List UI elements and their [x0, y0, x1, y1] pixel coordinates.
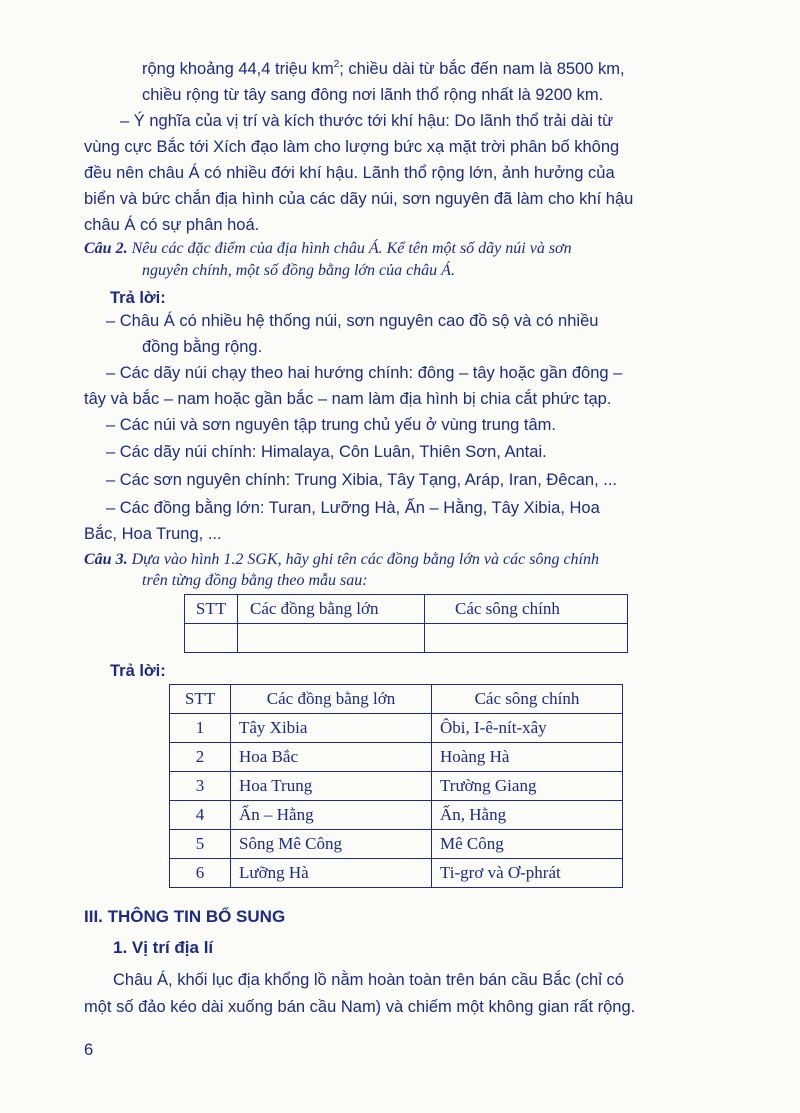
- answer-cell-river: Ôbi, I-ê-nít-xây: [432, 714, 623, 743]
- answer-table-body: [170, 714, 623, 888]
- answer-2-bullet-1-line-1: – Châu Á có nhiều hệ thống núi, sơn nguyên cao đồ sộ và có nhiều: [106, 312, 599, 330]
- question-2-line-1: Câu 2. Nêu các đặc điểm của địa hình châu Á. Kể tên một số dãy núi và sơn: [84, 240, 572, 257]
- answer-2-bullet-2-line-2: tây và bắc – nam hoặc gần bắc – nam làm địa hình bị chia cắt phức tạp.: [84, 390, 612, 408]
- answer-header-plains: Các đồng bằng lớn: [231, 685, 432, 714]
- answer-cell-river: Ti-grơ và Ơ-phrát: [432, 859, 623, 888]
- answer-2-bullet-5: – Các sơn nguyên chính: Trung Xibia, Tây Tạng, Aráp, Iran, Đêcan, ...: [106, 471, 618, 489]
- climate-line-3: đều nên châu Á có nhiều đới khí hậu. Lãnh thổ rộng lớn, ảnh hưởng của: [84, 164, 615, 182]
- answer-2-bullet-6-line-1: – Các đồng bằng lớn: Turan, Lưỡng Hà, Ấn – Hằng, Tây Xibia, Hoa: [106, 499, 600, 517]
- answer-2-bullet-4: – Các dãy núi chính: Himalaya, Côn Luân, Thiên Sơn, Antai.: [106, 443, 547, 461]
- answer-cell-river: Ấn, Hằng: [432, 801, 623, 830]
- page-number: 6: [84, 1041, 94, 1059]
- intro-line-1: rộng khoảng 44,4 triệu $km^2$; chiều dài từ bắc đến nam là 8500 km,: [142, 59, 625, 78]
- answer-2-bullet-1-line-2: đồng bằng rộng.: [142, 338, 263, 356]
- answer-cell-stt: 2: [170, 743, 231, 772]
- answer-cell-plain: Lưỡng Hà: [231, 859, 432, 888]
- answer-cell-river: Mê Công: [432, 830, 623, 859]
- climate-line-4: biển và bức chắn địa hình của các dãy núi, sơn nguyên đã làm cho khí hậu: [84, 190, 634, 208]
- answer-cell-stt: 3: [170, 772, 231, 801]
- question-3-line-2: trên từng đồng bằng theo mẫu sau:: [142, 572, 368, 589]
- answer-cell-stt: 4: [170, 801, 231, 830]
- answer-table-row: [170, 801, 623, 830]
- intro-line-2: chiều rộng từ tây sang đông nơi lãnh thổ rộng nhất là 9200 km.: [142, 86, 604, 104]
- answer-cell-plain: Sông Mê Công: [231, 830, 432, 859]
- answer-table-row: [170, 714, 623, 743]
- question-2-label: Câu 2.: [84, 240, 128, 257]
- template-header-rivers: Các sông chính: [425, 595, 628, 624]
- answer-label-2: Trả lời:: [110, 289, 166, 307]
- answer-cell-plain: Hoa Bắc: [231, 743, 432, 772]
- answer-cell-river: Trường Giang: [432, 772, 623, 801]
- template-header-plains: Các đồng bằng lớn: [238, 595, 425, 624]
- answer-cell-stt: 5: [170, 830, 231, 859]
- template-empty-cell: [238, 624, 425, 653]
- question-3-label: Câu 3.: [84, 551, 128, 568]
- answer-2-bullet-2-line-1: – Các dãy núi chạy theo hai hướng chính: đông – tây hoặc gần đông –: [106, 364, 623, 382]
- subsection-title: 1. Vị trí địa lí: [113, 938, 214, 957]
- answer-cell-stt: 6: [170, 859, 231, 888]
- answer-cell-river: Hoàng Hà: [432, 743, 623, 772]
- answer-table-row: [170, 772, 623, 801]
- answer-cell-plain: Hoa Trung: [231, 772, 432, 801]
- template-table: [184, 594, 628, 653]
- template-header-row: [185, 595, 628, 624]
- template-empty-cell: [425, 624, 628, 653]
- answer-2-bullet-3: – Các núi và sơn nguyên tập trung chủ yếu ở vùng trung tâm.: [106, 416, 556, 434]
- answer-table-row: [170, 859, 623, 888]
- answer-table-header-row: [170, 685, 623, 714]
- question-2-line-2: nguyên chính, một số đồng bằng lớn của châu Á.: [142, 262, 455, 279]
- answer-header-rivers: Các sông chính: [432, 685, 623, 714]
- template-empty-cell: [185, 624, 238, 653]
- answer-header-stt: STT: [170, 685, 231, 714]
- climate-line-5: châu Á có sự phân hoá.: [84, 216, 260, 234]
- answer-table-row: [170, 830, 623, 859]
- answer-table: [169, 684, 623, 888]
- answer-cell-stt: 1: [170, 714, 231, 743]
- section-line-1: Châu Á, khối lục địa khổng lồ nằm hoàn toàn trên bán cầu Bắc (chỉ có: [113, 971, 624, 989]
- section-title: III. THÔNG TIN BỔ SUNG: [84, 907, 286, 926]
- climate-line-2: vùng cực Bắc tới Xích đạo làm cho lượng bức xạ mặt trời phân bố không: [84, 138, 620, 156]
- answer-cell-plain: Ấn – Hằng: [231, 801, 432, 830]
- answer-label-3: Trả lời:: [110, 662, 166, 680]
- answer-cell-plain: Tây Xibia: [231, 714, 432, 743]
- answer-2-bullet-6-line-2: Bắc, Hoa Trung, ...: [84, 525, 222, 543]
- climate-line-1: – Ý nghĩa của vị trí và kích thước tới khí hậu: Do lãnh thổ trải dài từ: [120, 112, 614, 130]
- answer-table-row: [170, 743, 623, 772]
- template-empty-row: [185, 624, 628, 653]
- section-line-2: một số đảo kéo dài xuống bán cầu Nam) và chiếm một không gian rất rộng.: [84, 998, 636, 1016]
- question-3-line-1: Câu 3. Dựa vào hình 1.2 SGK, hãy ghi tên các đồng bằng lớn và các sông chính: [84, 551, 599, 568]
- template-header-stt: STT: [185, 595, 238, 624]
